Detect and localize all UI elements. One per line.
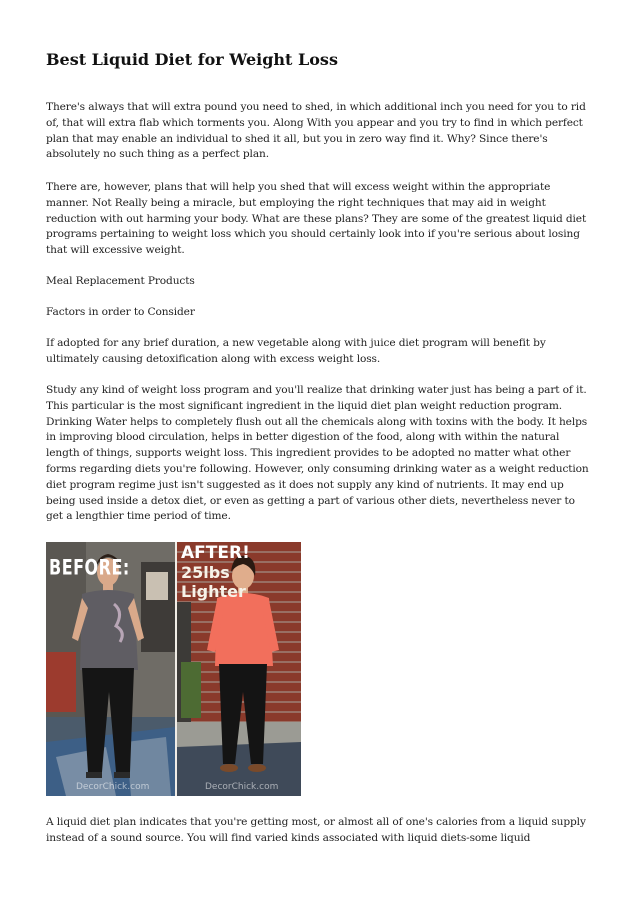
before-photo-panel — [46, 542, 175, 796]
after-label — [181, 544, 250, 601]
before-photo-illustration — [46, 542, 175, 796]
after-label-line-3: Lighter — [181, 582, 246, 601]
before-label: BEFORE: — [49, 554, 130, 580]
page-title: Best Liquid Diet for Weight Loss — [46, 50, 338, 69]
paragraph-water: Study any kind of weight loss program and you'll realize that drinking water just has being a part of it. This particular is the most significant ingredient in the liquid diet plan weight reduction program. Drinking Water helps to completely flush out all the chemicals along with toxins with the body. It helps in improving blood circulation, helps in better digestion of the food, along with within the natural length of things, supports weight loss. This ingredient provides to be adopted no matter what other forms regarding diets you're following. However, only consuming drinking water as a weight reduction diet program regime just isn't suggested as it does not supply any kind of nutrients. It may end up being used inside a detox diet, or even as getting a part of various other diets, nevertheless never to get a lengthier time period of time. — [46, 384, 589, 523]
paragraph-plans: There are, however, plans that will help you shed that will excess weight within the appropriate manner. Not Really being a miracle, but employing the right techniques that may aid in weight reduction with out harming your body. What are these plans? They are some of the greatest liquid diet programs pertaining to weight loss which you should certainly look into if you're serious about losing that will excessive weight. — [46, 181, 587, 257]
paragraph-heading-meal-replacement: Meal Replacement Products — [46, 275, 195, 287]
after-label-line-2: 25lbs — [181, 563, 230, 582]
paragraph-heading-factors: Factors in order to Consider — [46, 306, 195, 318]
after-label-line-1: AFTER! — [181, 543, 250, 563]
paragraph-liquid-diet: A liquid diet plan indicates that you're getting most, or almost all of one's calories from a liquid supply instead of a sound source. You will find varied kinds associated with liquid diets-some liquid — [46, 816, 586, 844]
paragraph-detox: If adopted for any brief duration, a new vegetable along with juice diet program will benefit by ultimately causing detoxification along with excess weight loss. — [46, 337, 546, 365]
after-photo-panel — [177, 542, 301, 796]
watermark-right: DecorChick.com — [205, 782, 279, 792]
before-after-photo — [46, 542, 301, 796]
watermark-left: DecorChick.com — [76, 782, 150, 792]
paragraph-intro: There's always that will extra pound you need to shed, in which additional inch you need for you to rid of, that will extra flab which torments you. Along With you appear and you try to find in which perfect plan that may enable an individual to shed it all, but you in zero way find it. Why? Since there's absolutely no such thing as a perfect plan. — [46, 101, 586, 161]
